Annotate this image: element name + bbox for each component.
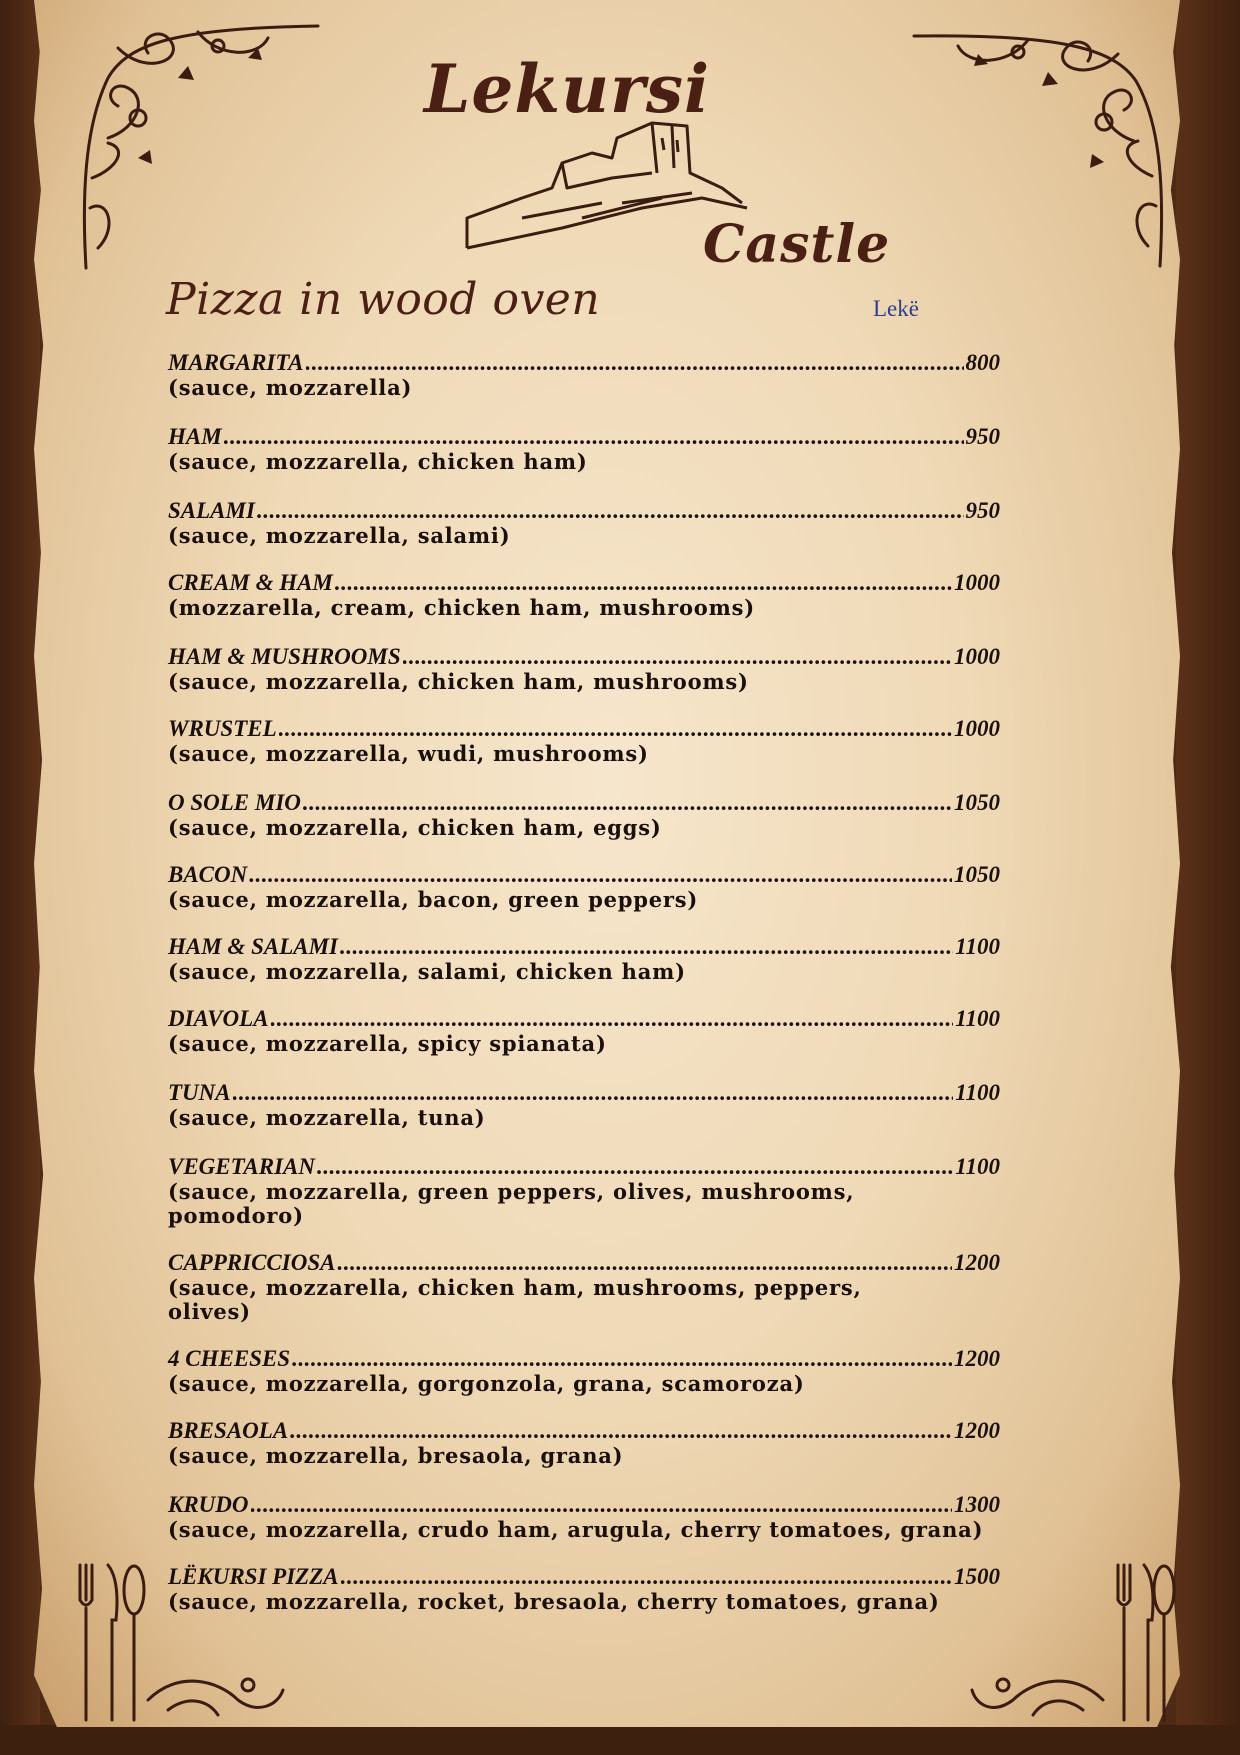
menu-item bbox=[168, 862, 1000, 912]
item-description: (sauce, mozzarella, chicken ham) bbox=[168, 449, 588, 474]
menu-item bbox=[168, 1492, 1000, 1542]
item-price: 950 bbox=[965, 498, 1000, 523]
dot-leader bbox=[224, 424, 964, 450]
item-name: LËKURSI PIZZA bbox=[168, 1564, 339, 1589]
menu-item bbox=[168, 1080, 1000, 1130]
item-description: (sauce, mozzarella, salami, chicken ham) bbox=[168, 959, 686, 984]
fork-knife-spoon-icon bbox=[68, 1560, 288, 1730]
item-name: O SOLE MIO bbox=[168, 790, 301, 815]
menu-item bbox=[168, 498, 1000, 548]
dot-leader bbox=[303, 790, 952, 816]
item-name: HAM & MUSHROOMS bbox=[168, 644, 401, 669]
item-price: 1200 bbox=[954, 1250, 1000, 1275]
item-price: 800 bbox=[965, 350, 1000, 375]
wood-frame-right bbox=[1176, 0, 1240, 1755]
dot-leader bbox=[257, 498, 964, 524]
item-price: 1200 bbox=[954, 1418, 1000, 1443]
item-description: (sauce, mozzarella, chicken ham, eggs) bbox=[168, 815, 662, 840]
item-name: VEGETARIAN bbox=[168, 1154, 315, 1179]
item-price: 950 bbox=[965, 424, 1000, 449]
currency-label: Lekë bbox=[873, 296, 919, 321]
item-description: (sauce, mozzarella, salami) bbox=[168, 523, 511, 548]
menu-item bbox=[168, 1564, 1000, 1614]
item-name: TUNA bbox=[168, 1080, 231, 1105]
menu-item bbox=[168, 350, 1000, 400]
fork-knife-spoon-icon bbox=[968, 1560, 1178, 1730]
item-name: KRUDO bbox=[168, 1492, 249, 1517]
item-name: CREAM & HAM bbox=[168, 570, 333, 595]
dot-leader bbox=[337, 1250, 952, 1276]
brand-name-top: Lekursi bbox=[424, 50, 711, 128]
item-price: 1100 bbox=[955, 1006, 1000, 1031]
item-description: (sauce, mozzarella, tuna) bbox=[168, 1105, 486, 1130]
item-price: 1100 bbox=[955, 1154, 1000, 1179]
item-description: (sauce, mozzarella, bresaola, grana) bbox=[168, 1443, 624, 1468]
item-name: 4 CHEESES bbox=[168, 1346, 291, 1371]
item-price: 1300 bbox=[954, 1492, 1000, 1517]
item-description: (sauce, mozzarella, spicy spianata) bbox=[168, 1031, 607, 1056]
item-price: 1500 bbox=[954, 1564, 1000, 1589]
item-name: CAPPRICCIOSA bbox=[168, 1250, 336, 1275]
menu-item bbox=[168, 716, 1000, 766]
item-name: HAM & SALAMI bbox=[168, 934, 338, 959]
dot-leader bbox=[341, 1564, 952, 1590]
item-name: BACON bbox=[168, 862, 248, 887]
menu-item bbox=[168, 1418, 1000, 1468]
item-description: (sauce, mozzarella, bacon, green peppers) bbox=[168, 887, 699, 912]
menu-item bbox=[168, 790, 1000, 840]
item-description: (sauce, mozzarella, chicken ham, mushrooms) bbox=[168, 669, 749, 694]
item-description: (sauce, mozzarella, rocket, bresaola, cherry tomatoes, grana) bbox=[168, 1589, 940, 1614]
dot-leader bbox=[251, 1492, 952, 1518]
item-description: (sauce, mozzarella, crudo ham, arugula, cherry tomatoes, grana) bbox=[168, 1517, 984, 1542]
dot-leader bbox=[292, 1346, 952, 1372]
item-name: HAM bbox=[168, 424, 222, 449]
item-price: 1000 bbox=[954, 716, 1000, 741]
item-description: (sauce, mozzarella, gorgonzola, grana, scamoroza) bbox=[168, 1371, 805, 1396]
item-description: (sauce, mozzarella, wudi, mushrooms) bbox=[168, 741, 649, 766]
menu-item bbox=[168, 1154, 1000, 1228]
item-price: 1000 bbox=[954, 570, 1000, 595]
item-price: 1050 bbox=[954, 862, 1000, 887]
item-name: WRUSTEL bbox=[168, 716, 277, 741]
item-name: MARGARITA bbox=[168, 350, 304, 375]
item-price: 1200 bbox=[954, 1346, 1000, 1371]
item-description: (mozzarella, cream, chicken ham, mushrooms) bbox=[168, 595, 755, 620]
floral-corner-ornament-icon bbox=[78, 18, 328, 278]
menu-item bbox=[168, 1346, 1000, 1396]
menu-item bbox=[168, 1006, 1000, 1056]
menu-item bbox=[168, 570, 1000, 620]
dot-leader bbox=[340, 934, 953, 960]
menu-item bbox=[168, 644, 1000, 694]
floral-corner-ornament-icon bbox=[908, 26, 1168, 276]
item-price: 1050 bbox=[954, 790, 1000, 815]
menu-item bbox=[168, 934, 1000, 984]
item-name: BRESAOLA bbox=[168, 1418, 289, 1443]
dot-leader bbox=[306, 350, 964, 376]
menu-item bbox=[168, 1250, 1000, 1324]
item-name: DIAVOLA bbox=[168, 1006, 269, 1031]
dot-leader bbox=[279, 716, 952, 742]
dot-leader bbox=[290, 1418, 952, 1444]
dot-leader bbox=[233, 1080, 954, 1106]
item-price: 1000 bbox=[954, 644, 1000, 669]
item-name: SALAMI bbox=[168, 498, 255, 523]
item-description: (sauce, mozzarella, chicken ham, mushrooms, peppers, olives) bbox=[168, 1275, 862, 1324]
dot-leader bbox=[403, 644, 952, 670]
dot-leader bbox=[249, 862, 952, 888]
dot-leader bbox=[271, 1006, 954, 1032]
dot-leader bbox=[317, 1154, 953, 1180]
brand-name-bottom: Castle bbox=[703, 214, 891, 275]
item-price: 1100 bbox=[955, 934, 1000, 959]
section-title: Pizza in wood oven bbox=[166, 274, 601, 325]
item-price: 1100 bbox=[955, 1080, 1000, 1105]
item-description: (sauce, mozzarella) bbox=[168, 375, 413, 400]
dot-leader bbox=[335, 570, 952, 596]
menu-item bbox=[168, 424, 1000, 474]
item-description: (sauce, mozzarella, green peppers, olives, mushrooms, pomodoro) bbox=[168, 1179, 855, 1228]
wood-frame-left bbox=[0, 0, 40, 1755]
pizza-menu-list bbox=[168, 350, 1000, 1614]
